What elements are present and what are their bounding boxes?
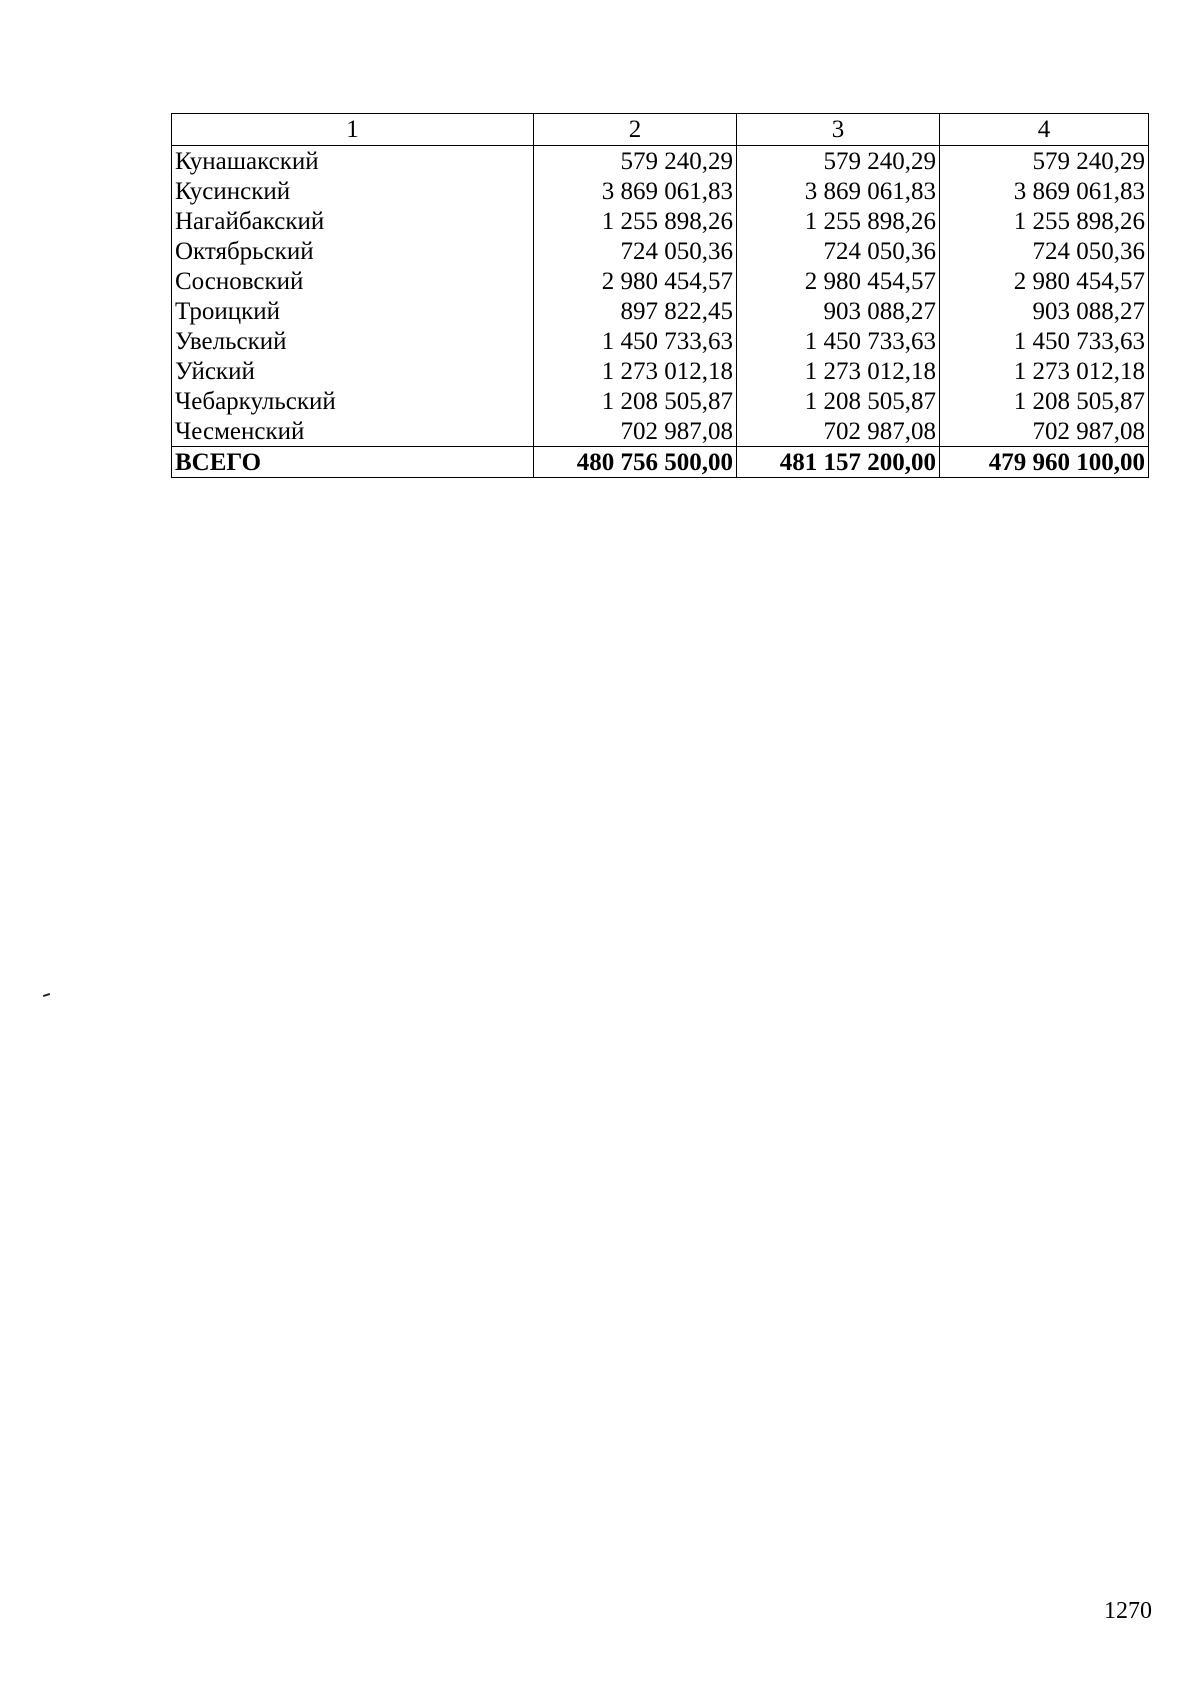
scan-mark — [43, 993, 50, 997]
district-name: Сосновский — [172, 266, 534, 296]
total-col-2: 480 756 500,00 — [534, 447, 737, 478]
value-col-4: 1 450 733,63 — [940, 326, 1149, 356]
value-col-2: 1 255 898,26 — [534, 206, 737, 236]
value-col-2: 1 273 012,18 — [534, 356, 737, 386]
value-col-3: 1 255 898,26 — [737, 206, 940, 236]
table-row — [172, 326, 1149, 356]
column-header-3: 3 — [737, 114, 940, 146]
table-row — [172, 386, 1149, 416]
value-col-2: 579 240,29 — [534, 146, 737, 177]
value-col-2: 702 987,08 — [534, 416, 737, 447]
total-row — [172, 447, 1149, 478]
column-number-row — [172, 114, 1149, 146]
value-col-3: 3 869 061,83 — [737, 176, 940, 206]
value-col-3: 579 240,29 — [737, 146, 940, 177]
value-col-4: 3 869 061,83 — [940, 176, 1149, 206]
column-header-2: 2 — [534, 114, 737, 146]
value-col-2: 1 208 505,87 — [534, 386, 737, 416]
total-col-3: 481 157 200,00 — [737, 447, 940, 478]
value-col-2: 1 450 733,63 — [534, 326, 737, 356]
district-name: Кунашакский — [172, 146, 534, 177]
value-col-4: 1 208 505,87 — [940, 386, 1149, 416]
value-col-4: 2 980 454,57 — [940, 266, 1149, 296]
district-name: Октябрьский — [172, 236, 534, 266]
district-name: Увельский — [172, 326, 534, 356]
value-col-3: 2 980 454,57 — [737, 266, 940, 296]
table-row — [172, 206, 1149, 236]
district-name: Троицкий — [172, 296, 534, 326]
district-name: Кусинский — [172, 176, 534, 206]
table-row — [172, 356, 1149, 386]
value-col-3: 1 273 012,18 — [737, 356, 940, 386]
value-col-3: 903 088,27 — [737, 296, 940, 326]
table-row — [172, 176, 1149, 206]
value-col-2: 3 869 061,83 — [534, 176, 737, 206]
district-name: Чесменский — [172, 416, 534, 447]
district-name: Нагайбакский — [172, 206, 534, 236]
value-col-2: 2 980 454,57 — [534, 266, 737, 296]
table-row — [172, 236, 1149, 266]
district-name: Чебаркульский — [172, 386, 534, 416]
value-col-3: 702 987,08 — [737, 416, 940, 447]
district-name: Уйский — [172, 356, 534, 386]
page-number: 1270 — [1104, 1598, 1152, 1624]
value-col-4: 724 050,36 — [940, 236, 1149, 266]
table-row — [172, 416, 1149, 447]
value-col-4: 1 255 898,26 — [940, 206, 1149, 236]
column-header-4: 4 — [940, 114, 1149, 146]
value-col-4: 579 240,29 — [940, 146, 1149, 177]
value-col-3: 1 450 733,63 — [737, 326, 940, 356]
table-row — [172, 296, 1149, 326]
value-col-4: 903 088,27 — [940, 296, 1149, 326]
value-col-2: 724 050,36 — [534, 236, 737, 266]
table-row — [172, 266, 1149, 296]
total-label: ВСЕГО — [172, 447, 534, 478]
value-col-3: 1 208 505,87 — [737, 386, 940, 416]
value-col-3: 724 050,36 — [737, 236, 940, 266]
table-row — [172, 146, 1149, 177]
budget-table — [171, 113, 1149, 478]
value-col-4: 1 273 012,18 — [940, 356, 1149, 386]
total-col-4: 479 960 100,00 — [940, 447, 1149, 478]
column-header-1: 1 — [172, 114, 534, 146]
value-col-2: 897 822,45 — [534, 296, 737, 326]
value-col-4: 702 987,08 — [940, 416, 1149, 447]
